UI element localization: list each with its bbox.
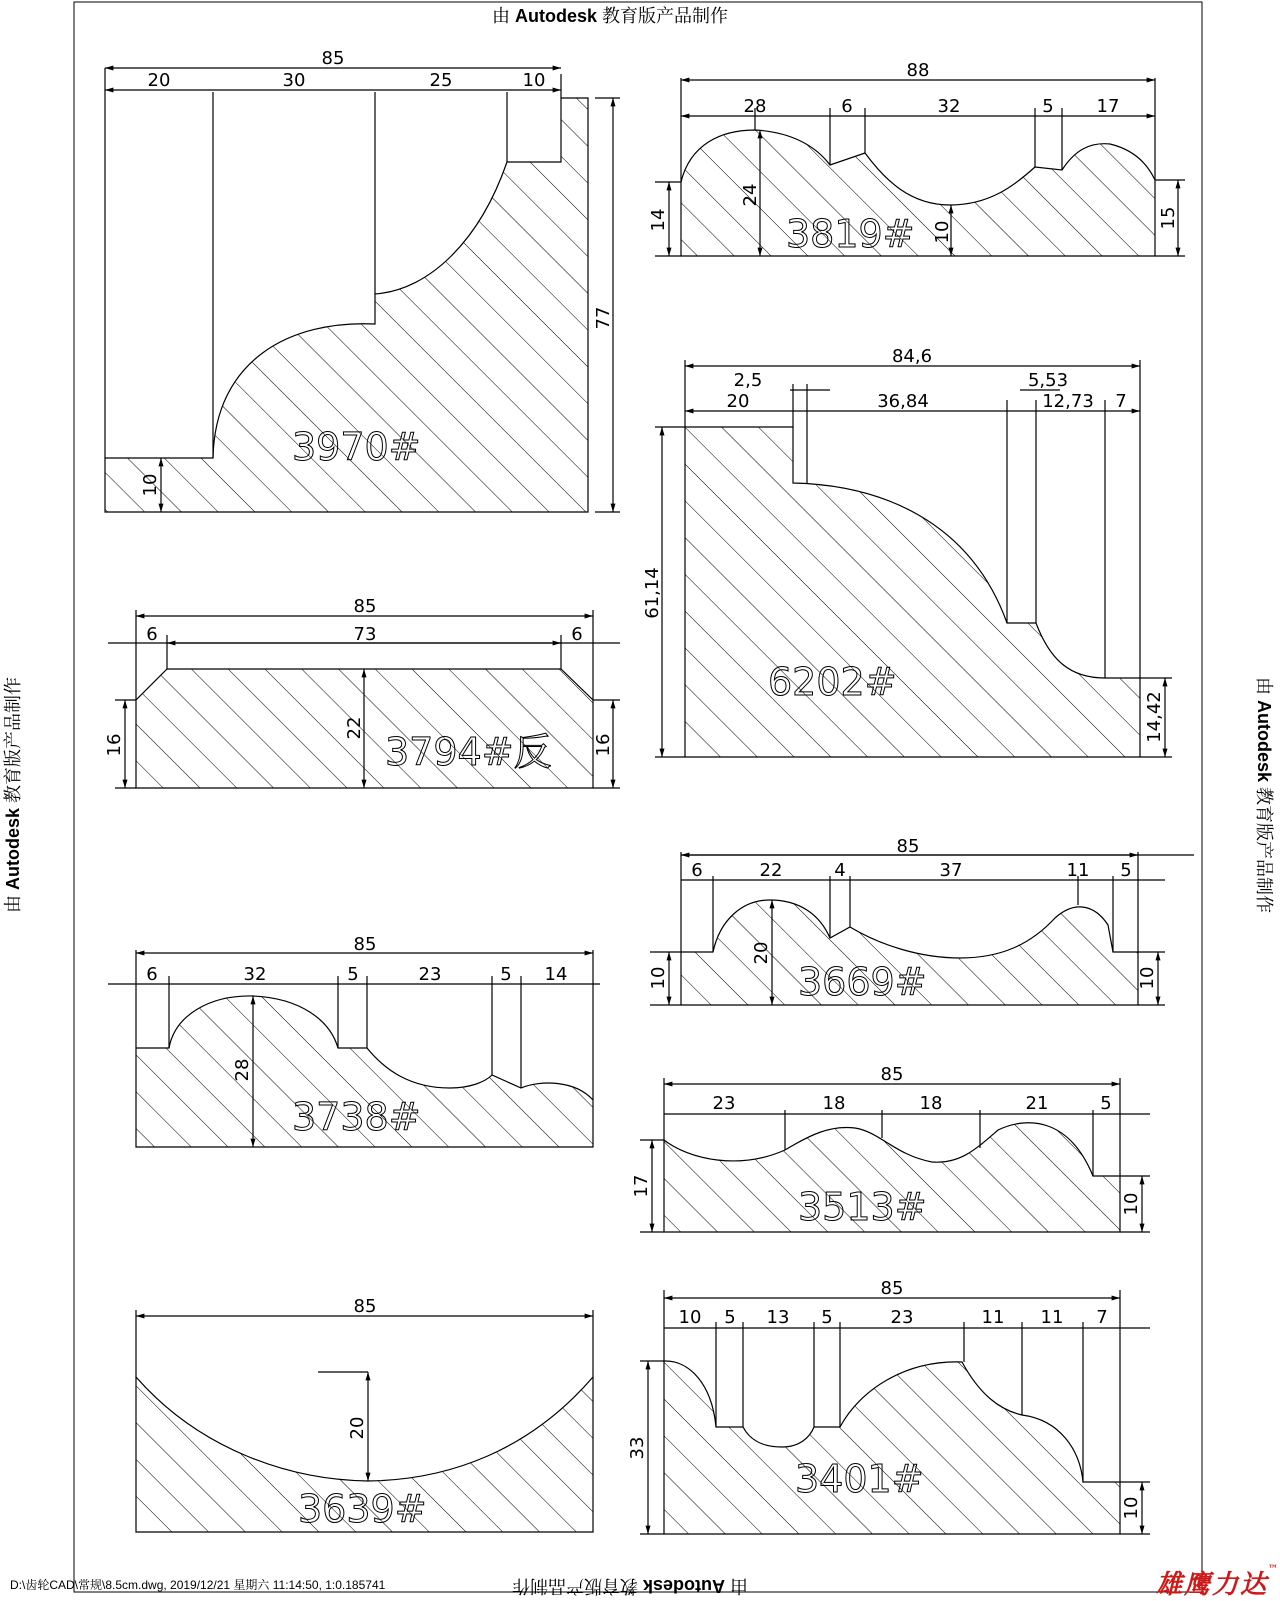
dim-3669-10a: 10 (648, 966, 669, 990)
dim-3819-28: 28 (743, 96, 767, 117)
dim-3819-10: 10 (932, 220, 953, 244)
watermark-left: 由 Autodesk 教育版产品制作 (3, 676, 23, 914)
label-3639: 3639# (298, 1487, 427, 1531)
watermark-right: 由 Autodesk 教育版产品制作 (1254, 676, 1274, 914)
dim-3738-6: 6 (146, 964, 158, 985)
dim-3401-85: 85 (880, 1278, 904, 1299)
dim-3819-14: 14 (648, 208, 669, 232)
dim-3819-24: 24 (740, 183, 761, 207)
dim-3401-5b: 5 (821, 1307, 833, 1328)
dim-6202-14-42: 14,42 (1144, 691, 1165, 743)
watermark-bottom: 由 Autodesk 教育版产品制作 (512, 1576, 749, 1596)
dim-3669-37: 37 (939, 860, 963, 881)
dim-3513-5: 5 (1100, 1093, 1112, 1114)
dim-3669-6: 6 (691, 860, 703, 881)
dim-3513-18a: 18 (822, 1093, 846, 1114)
dim-3794-6b: 6 (571, 624, 583, 645)
dim-6202-5-53: 5,53 (1027, 370, 1069, 391)
dim-3738-85: 85 (353, 934, 377, 955)
dim-3401-11a: 11 (981, 1307, 1005, 1328)
label-3738: 3738# (292, 1095, 421, 1139)
label-3401: 3401# (795, 1457, 924, 1501)
dim-3513-85: 85 (880, 1064, 904, 1085)
dim-3669-85: 85 (896, 836, 920, 857)
dim-3794-16b: 16 (593, 733, 614, 757)
label-6202: 6202# (768, 660, 897, 704)
dim-3669-4: 4 (834, 860, 846, 881)
dim-3401-13: 13 (766, 1307, 790, 1328)
dim-3401-11b: 11 (1040, 1307, 1064, 1328)
dim-3401-7: 7 (1096, 1307, 1108, 1328)
dim-3669-22: 22 (759, 860, 783, 881)
dim-3970-77: 77 (593, 306, 614, 330)
dim-3513-17: 17 (631, 1174, 652, 1198)
label-3970: 3970# (292, 425, 421, 469)
dim-3794-73: 73 (353, 624, 377, 645)
dim-6202-61-14: 61,14 (642, 567, 663, 619)
dim-3738-5b: 5 (500, 964, 512, 985)
label-3669: 3669# (798, 960, 927, 1004)
dim-3794-85: 85 (353, 596, 377, 617)
dim-3738-5a: 5 (347, 964, 359, 985)
dim-3819-88: 88 (906, 60, 930, 81)
dim-3513-10: 10 (1121, 1192, 1142, 1216)
dim-3513-23: 23 (712, 1093, 736, 1114)
dim-3738-14: 14 (544, 964, 568, 985)
dim-3970-10b: 10 (140, 473, 161, 497)
dim-6202-2-5: 2,5 (733, 370, 763, 391)
label-3819: 3819# (786, 212, 915, 256)
dim-3970-85: 85 (321, 48, 345, 69)
dim-3970-10: 10 (522, 70, 546, 91)
dim-6202-7: 7 (1115, 391, 1127, 412)
dim-3669-10b: 10 (1137, 966, 1158, 990)
dim-3819-15: 15 (1158, 206, 1179, 230)
dim-6202-20: 20 (726, 391, 750, 412)
trademark-symbol: ™ (1268, 1564, 1280, 1575)
dim-3639-85: 85 (353, 1296, 377, 1317)
dim-3819-6: 6 (841, 96, 853, 117)
dim-6202-12-73: 12,73 (1042, 391, 1094, 412)
watermark-top: 由 Autodesk 教育版产品制作 (492, 6, 729, 26)
dim-3639-20: 20 (347, 1416, 368, 1440)
label-3794: 3794#反 (385, 730, 552, 774)
dim-3669-5: 5 (1120, 860, 1132, 881)
dim-3401-23: 23 (890, 1307, 914, 1328)
dim-3669-11: 11 (1066, 860, 1090, 881)
profile-3401-section (664, 1361, 1120, 1534)
dim-3401-10a: 10 (678, 1307, 702, 1328)
dim-3401-10b: 10 (1121, 1496, 1142, 1520)
dim-3513-18b: 18 (919, 1093, 943, 1114)
dim-3738-32: 32 (243, 964, 267, 985)
dim-3738-23: 23 (418, 964, 442, 985)
brand-logo-text: 雄鹰力达 (1156, 1570, 1269, 1600)
file-path-footer: D:\齿轮CAD\常规\8.5cm.dwg, 2019/12/21 星期六 11:14:50, 1:0.185741 (10, 1578, 386, 1592)
dim-3794-16a: 16 (104, 733, 125, 757)
dim-3970-25: 25 (429, 70, 453, 91)
dim-3513-21: 21 (1025, 1093, 1049, 1114)
dim-3669-20: 20 (751, 941, 772, 965)
brand-logo (1156, 1564, 1280, 1601)
dim-3970-30: 30 (282, 70, 306, 91)
label-3513: 3513# (798, 1185, 927, 1229)
dim-3970-20: 20 (147, 70, 171, 91)
dim-3819-5: 5 (1042, 96, 1054, 117)
profile-6202-section (685, 427, 1140, 757)
dim-3794-22: 22 (344, 716, 365, 740)
dim-3738-28: 28 (232, 1058, 253, 1082)
profile-6202 (655, 360, 1172, 757)
dim-3819-17: 17 (1096, 96, 1120, 117)
dim-3401-33: 33 (627, 1436, 648, 1460)
dim-6202-36-84: 36,84 (877, 391, 929, 412)
dim-3794-6a: 6 (146, 624, 158, 645)
dim-6202-84-6: 84,6 (891, 346, 933, 367)
dim-3401-5a: 5 (724, 1307, 736, 1328)
dim-3819-32: 32 (937, 96, 961, 117)
